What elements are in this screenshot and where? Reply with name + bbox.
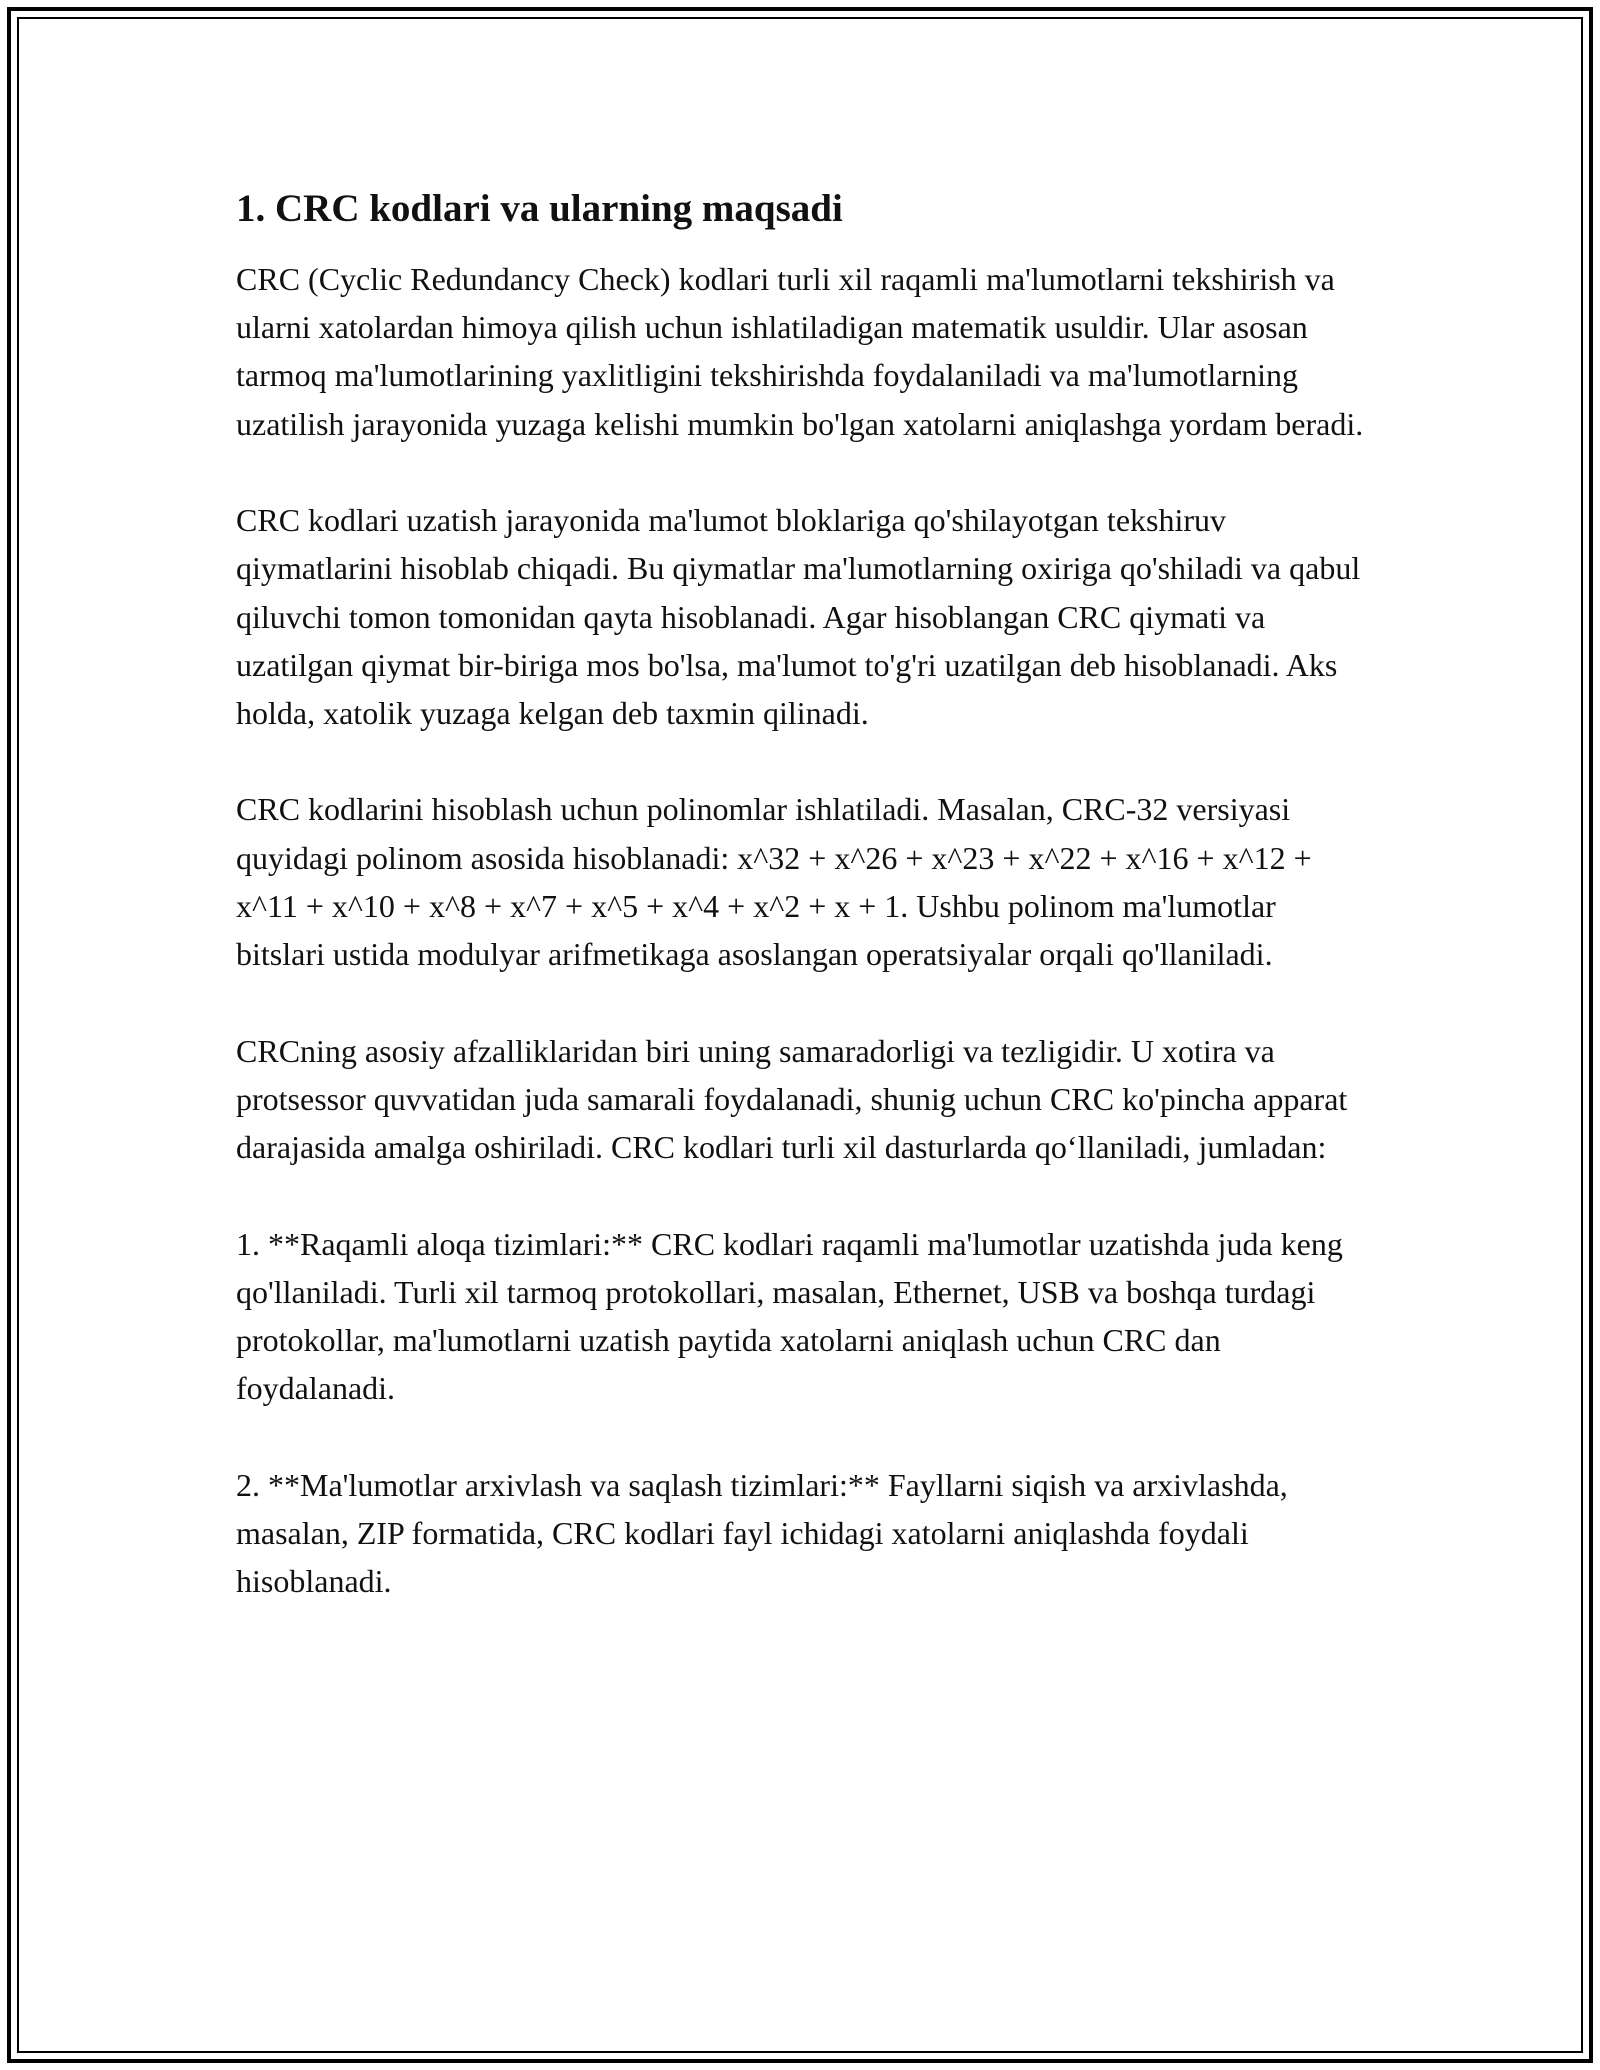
- document-body: [236, 186, 1366, 1654]
- paragraph-polynomial: CRC kodlarini hisoblash uchun polinomlar ishlatiladi. Masalan, CRC-32 versiyasi quyidagi polinom asosida hisoblanadi: x^32 + x^26 + x^23 + x^22 + x^16 + x^12 + x^11 + x^10 + x^8 + x^7 + x^5 + x^4 + x^2 + x + 1. Ushbu polinom ma'lumotlar bitslari ustida modulyar arifmetikaga asoslangan operatsiyalar orqali qo'llaniladi.: [236, 791, 1312, 973]
- paragraph-advantages: CRCning asosiy afzalliklaridan biri uning samaradorligi va tezligidir. U xotira va protsessor quvvatidan juda samarali foydalanadi, shunig uchun CRC ko'pincha apparat darajasida amalga oshiriladi. CRC kodlari turli xil dasturlarda qo‘llaniladi, jumladan:: [236, 1032, 1348, 1166]
- section-title: 1. CRC kodlari va ularning maqsadi: [236, 187, 843, 230]
- list-item-digital-communication: 1. **Raqamli aloqa tizimlari:** CRC kodlari raqamli ma'lumotlar uzatishda juda keng qo'llaniladi. Turli xil tarmoq protokollari, masalan, Ethernet, USB va boshqa turdagi protokollar, ma'lumotlarni uzatish paytida xatolarni aniqlash uchun CRC dan foydalanadi.: [236, 1225, 1343, 1407]
- paragraph-intro: CRC (Cyclic Redundancy Check) kodlari turli xil raqamli ma'lumotlarni tekshirish va ularni xatolardan himoya qilish uchun ishlatiladigan matematik usuldir. Ular asosan tarmoq ma'lumotlarining yaxlitligini tekshirishda foydalaniladi va ma'lumotlarning uzatilish jarayonida yuzaga kelishi mumkin bo'lgan xatolarni aniqlashga yordam beradi.: [236, 260, 1364, 442]
- list-item-archiving-storage: 2. **Ma'lumotlar arxivlash va saqlash tizimlari:** Fayllarni siqish va arxivlashda, masalan, ZIP formatida, CRC kodlari fayl ichidagi xatolarni aniqlashda foydali hisoblanadi.: [236, 1466, 1288, 1600]
- paragraph-checksum-process: CRC kodlari uzatish jarayonida ma'lumot bloklariga qo'shilayotgan tekshiruv qiymatlarini hisoblab chiqadi. Bu qiymatlar ma'lumotlarning oxiriga qo'shiladi va qabul qiluvchi tomon tomonidan qayta hisoblanadi. Agar hisoblangan CRC qiymati va uzatilgan qiymat bir-biriga mos bo'lsa, ma'lumot to'g'ri uzatilgan deb hisoblanadi. Aks holda, xatolik yuzaga kelgan deb taxmin qilinadi.: [236, 501, 1361, 732]
